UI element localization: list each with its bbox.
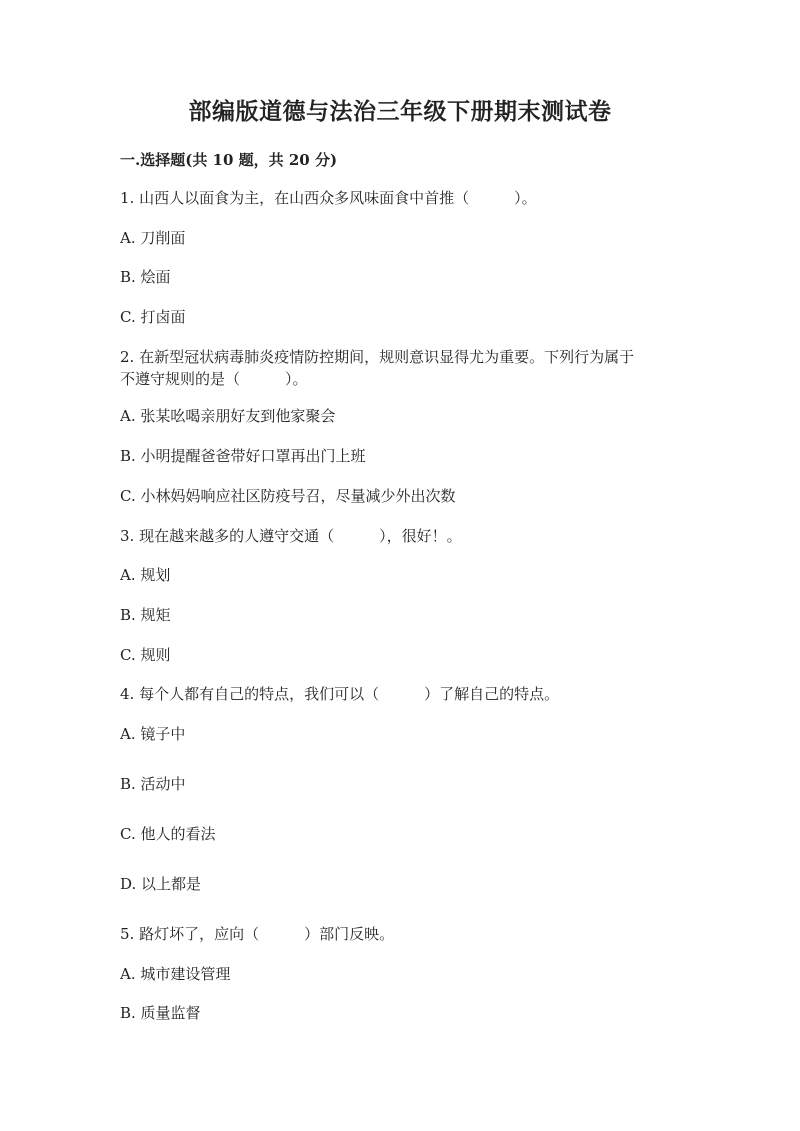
- question-3-option-a: A. 规划: [120, 566, 171, 584]
- question-1-option-b: B. 烩面: [120, 268, 171, 286]
- document-title: 部编版道德与法治三年级下册期末测试卷: [188, 98, 612, 125]
- question-2-stem-line-1: 2. 在新型冠状病毒肺炎疫情防控期间，规则意识显得尤为重要。下列行为属于: [120, 348, 635, 366]
- question-1-stem: 1. 山西人以面食为主，在山西众多风味面食中首推（ ）。: [120, 189, 537, 207]
- question-4-option-b: B. 活动中: [120, 775, 186, 793]
- question-3-option-b: B. 规矩: [120, 606, 171, 624]
- question-4-option-d: D. 以上都是: [120, 875, 202, 893]
- question-3-stem: 3. 现在越来越多的人遵守交通（ ），很好！。: [120, 527, 462, 545]
- question-5-stem: 5. 路灯坏了，应向（ ）部门反映。: [120, 925, 395, 943]
- question-1-option-c: C. 打卤面: [120, 308, 186, 326]
- question-2-option-a: A. 张某吆喝亲朋好友到他家聚会: [120, 407, 336, 425]
- question-5-option-a: A. 城市建设管理: [120, 965, 231, 983]
- question-1-option-a: A. 刀削面: [120, 229, 186, 247]
- question-3-option-c: C. 规则: [120, 646, 171, 664]
- question-4-stem: 4. 每个人都有自己的特点，我们可以（ ）了解自己的特点。: [120, 685, 560, 703]
- question-4-option-c: C. 他人的看法: [120, 825, 216, 843]
- question-5-option-b: B. 质量监督: [120, 1004, 201, 1022]
- question-2-stem-line-2: 不遵守规则的是（ ）。: [120, 370, 308, 388]
- section-heading: 一.选择题(共 10 题，共 20 分): [120, 151, 338, 169]
- question-2-option-c: C. 小林妈妈响应社区防疫号召，尽量减少外出次数: [120, 487, 456, 505]
- question-2-option-b: B. 小明提醒爸爸带好口罩再出门上班: [120, 447, 366, 465]
- question-4-option-a: A. 镜子中: [120, 725, 186, 743]
